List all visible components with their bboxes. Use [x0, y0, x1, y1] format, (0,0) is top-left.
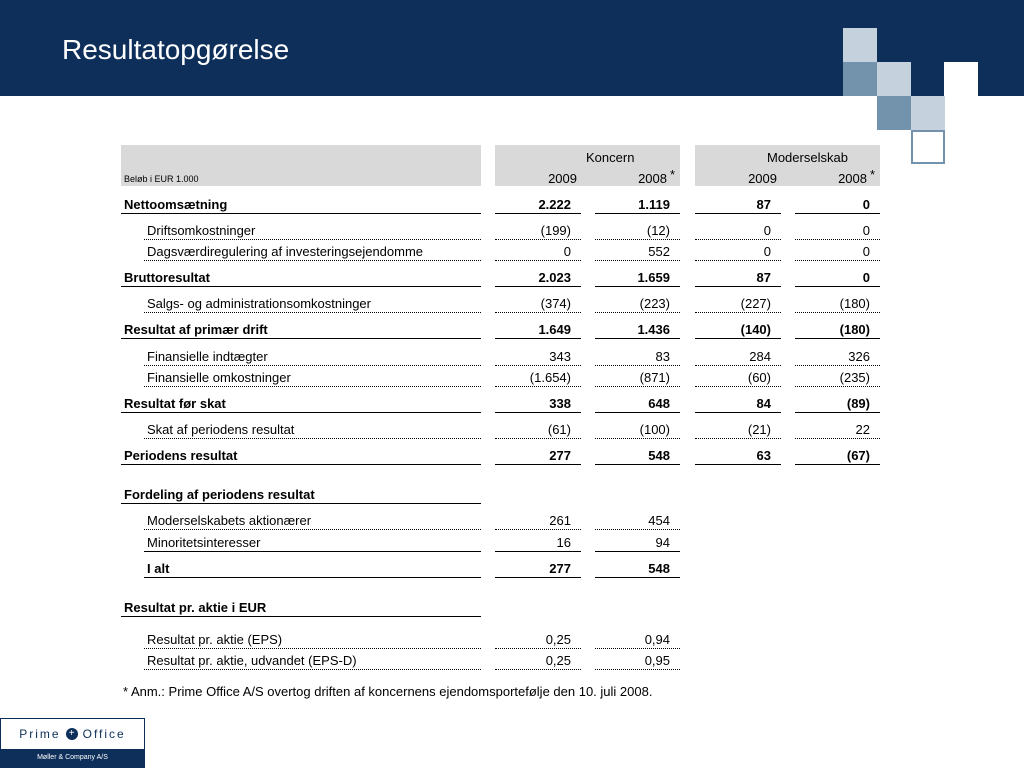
cell-value: 261 — [549, 513, 571, 528]
cell-value: 2.023 — [538, 270, 571, 285]
decor-square — [843, 28, 877, 62]
cell-value: 1.436 — [637, 322, 670, 337]
row-label: Nettoomsætning — [124, 197, 228, 212]
row-rule — [595, 239, 680, 240]
row-rule — [121, 412, 481, 413]
row-rule — [595, 438, 680, 439]
cell-value: 87 — [756, 270, 771, 285]
unit-label: Beløb i EUR 1.000 — [124, 174, 199, 184]
cell-value: (60) — [747, 370, 771, 385]
decor-square — [877, 96, 911, 130]
section-heading: Resultat pr. aktie i EUR — [124, 600, 267, 615]
cell-value: 326 — [848, 349, 870, 364]
row-rule — [495, 365, 581, 366]
cell-value: (871) — [639, 370, 670, 385]
decor-square — [843, 62, 877, 96]
logo-subtitle: Møller & Company A/S — [1, 749, 144, 767]
row-rule — [144, 669, 481, 670]
cell-value: (180) — [839, 296, 870, 311]
cell-value: 2.222 — [538, 197, 571, 212]
row-rule — [695, 286, 781, 287]
group-label-koncern: Koncern — [586, 150, 635, 165]
cell-value: 0 — [862, 270, 870, 285]
row-rule — [595, 213, 680, 214]
row-rule — [121, 338, 481, 339]
cell-value: 16 — [556, 535, 571, 550]
row-rule — [695, 386, 781, 387]
row-rule — [144, 239, 481, 240]
company-logo — [0, 718, 145, 768]
row-rule — [144, 577, 481, 578]
cell-value: (12) — [646, 223, 670, 238]
cell-value: 454 — [648, 513, 670, 528]
cell-value: 1.659 — [637, 270, 670, 285]
cell-value: 277 — [549, 448, 571, 463]
row-label: Moderselskabets aktionærer — [147, 513, 312, 528]
row-rule — [695, 338, 781, 339]
cell-value: 84 — [756, 396, 771, 411]
cell-value: 94 — [655, 535, 670, 550]
row-rule — [144, 260, 481, 261]
row-rule — [695, 312, 781, 313]
row-rule — [595, 312, 680, 313]
footnote: * Anm.: Prime Office A/S overtog driften af koncernens ejendomsportefølje den 10. juli 2008. — [123, 684, 653, 699]
row-rule — [495, 438, 581, 439]
cell-value: (67) — [846, 448, 870, 463]
row-label: Resultat af primær drift — [124, 322, 268, 337]
row-rule — [144, 529, 481, 530]
row-rule — [795, 438, 880, 439]
row-rule — [695, 260, 781, 261]
row-rule — [495, 412, 581, 413]
row-rule — [495, 338, 581, 339]
row-rule — [795, 312, 880, 313]
row-rule — [795, 412, 880, 413]
cell-value: 284 — [749, 349, 771, 364]
row-rule — [121, 213, 481, 214]
row-rule — [695, 464, 781, 465]
row-label: Dagsværdiregulering af investeringsejendomme — [147, 244, 424, 259]
cell-value: 1.649 — [538, 322, 571, 337]
cell-value: 83 — [655, 349, 670, 364]
cell-value: (199) — [540, 223, 571, 238]
row-rule — [495, 464, 581, 465]
logo-word: Prime — [19, 727, 61, 741]
cell-value: 648 — [648, 396, 670, 411]
cell-value: 0,25 — [545, 632, 571, 647]
logo-word: Office — [82, 727, 126, 741]
row-label: Periodens resultat — [124, 448, 238, 463]
row-rule — [495, 551, 581, 552]
row-rule — [795, 365, 880, 366]
cell-value: (227) — [740, 296, 771, 311]
cell-value: (223) — [639, 296, 670, 311]
row-label: Resultat før skat — [124, 396, 226, 411]
row-rule — [795, 213, 880, 214]
row-rule — [144, 312, 481, 313]
row-rule — [144, 551, 481, 552]
row-rule — [495, 312, 581, 313]
cell-value: (89) — [846, 396, 870, 411]
cell-value: 0 — [563, 244, 571, 259]
row-label: Finansielle omkostninger — [147, 370, 291, 385]
section-rule — [121, 503, 481, 504]
row-rule — [595, 365, 680, 366]
cell-value: (61) — [547, 422, 571, 437]
row-rule — [144, 386, 481, 387]
row-label: Salgs- og administrationsomkostninger — [147, 296, 371, 311]
row-label: Skat af periodens resultat — [147, 422, 295, 437]
cell-value: 22 — [855, 422, 870, 437]
cell-value: 338 — [549, 396, 571, 411]
cell-value: 0,95 — [644, 653, 670, 668]
row-rule — [495, 260, 581, 261]
cell-value: 1.119 — [638, 197, 670, 212]
row-label: Bruttoresultat — [124, 270, 210, 285]
cell-value: 0 — [862, 244, 870, 259]
row-rule — [695, 365, 781, 366]
year-header: 2009 — [548, 171, 577, 186]
row-rule — [121, 464, 481, 465]
cell-value: (21) — [747, 422, 771, 437]
row-rule — [595, 648, 680, 649]
row-rule — [795, 286, 880, 287]
cell-value: 548 — [648, 448, 670, 463]
row-rule — [595, 338, 680, 339]
year-header: 2009 — [748, 171, 777, 186]
row-label: Resultat pr. aktie (EPS) — [147, 632, 283, 647]
decor-square — [911, 96, 945, 130]
cell-value: (180) — [839, 322, 870, 337]
row-rule — [595, 551, 680, 552]
cell-value: 0 — [862, 197, 870, 212]
row-rule — [144, 365, 481, 366]
row-label: Finansielle indtægter — [147, 349, 268, 364]
asterisk-marker: * — [870, 167, 876, 182]
cell-value: 0 — [763, 244, 771, 259]
row-rule — [495, 213, 581, 214]
cell-value: (374) — [540, 296, 571, 311]
cell-value: 0,94 — [644, 632, 670, 647]
cell-value: 0 — [763, 223, 771, 238]
row-rule — [795, 239, 880, 240]
row-label: Driftsomkostninger — [147, 223, 256, 238]
row-rule — [495, 286, 581, 287]
row-rule — [595, 386, 680, 387]
page-title: Resultatopgørelse — [62, 34, 290, 65]
row-rule — [795, 338, 880, 339]
row-rule — [595, 464, 680, 465]
row-rule — [795, 386, 880, 387]
decor-square — [911, 130, 945, 164]
cell-value: 87 — [756, 197, 771, 212]
year-header: 2008 — [838, 171, 867, 186]
row-rule — [495, 239, 581, 240]
row-rule — [795, 260, 880, 261]
row-rule — [495, 577, 581, 578]
row-rule — [595, 529, 680, 530]
decor-square — [944, 62, 978, 96]
cell-value: 0,25 — [545, 653, 571, 668]
row-rule — [495, 529, 581, 530]
row-rule — [595, 669, 680, 670]
cell-value: (1.654) — [529, 370, 571, 385]
cell-value: 552 — [648, 244, 670, 259]
row-rule — [121, 286, 481, 287]
row-rule — [495, 669, 581, 670]
row-rule — [695, 412, 781, 413]
logo-wordmark — [1, 719, 144, 749]
row-label: I alt — [147, 561, 170, 576]
row-rule — [695, 438, 781, 439]
row-rule — [695, 213, 781, 214]
row-label: Resultat pr. aktie, udvandet (EPS-D) — [147, 653, 357, 668]
cell-value: 0 — [862, 223, 870, 238]
year-header: 2008 — [638, 171, 667, 186]
cell-value: (235) — [839, 370, 870, 385]
row-rule — [595, 412, 680, 413]
cell-value: 63 — [756, 448, 771, 463]
cell-value: 343 — [549, 349, 571, 364]
group-label-moder: Moderselskab — [767, 150, 848, 165]
row-rule — [595, 260, 680, 261]
row-rule — [495, 648, 581, 649]
cell-value: (100) — [639, 422, 670, 437]
row-rule — [795, 464, 880, 465]
cell-value: (140) — [740, 322, 771, 337]
section-heading: Fordeling af periodens resultat — [124, 487, 315, 502]
row-rule — [595, 286, 680, 287]
section-rule — [121, 616, 481, 617]
row-rule — [144, 438, 481, 439]
row-label: Minoritetsinteresser — [147, 535, 261, 550]
cell-value: 548 — [648, 561, 670, 576]
row-rule — [695, 239, 781, 240]
row-rule — [595, 577, 680, 578]
cell-value: 277 — [549, 561, 571, 576]
row-rule — [495, 386, 581, 387]
decor-square — [877, 62, 911, 96]
plus-icon: + — [66, 728, 78, 740]
asterisk-marker: * — [670, 167, 676, 182]
row-rule — [144, 648, 481, 649]
